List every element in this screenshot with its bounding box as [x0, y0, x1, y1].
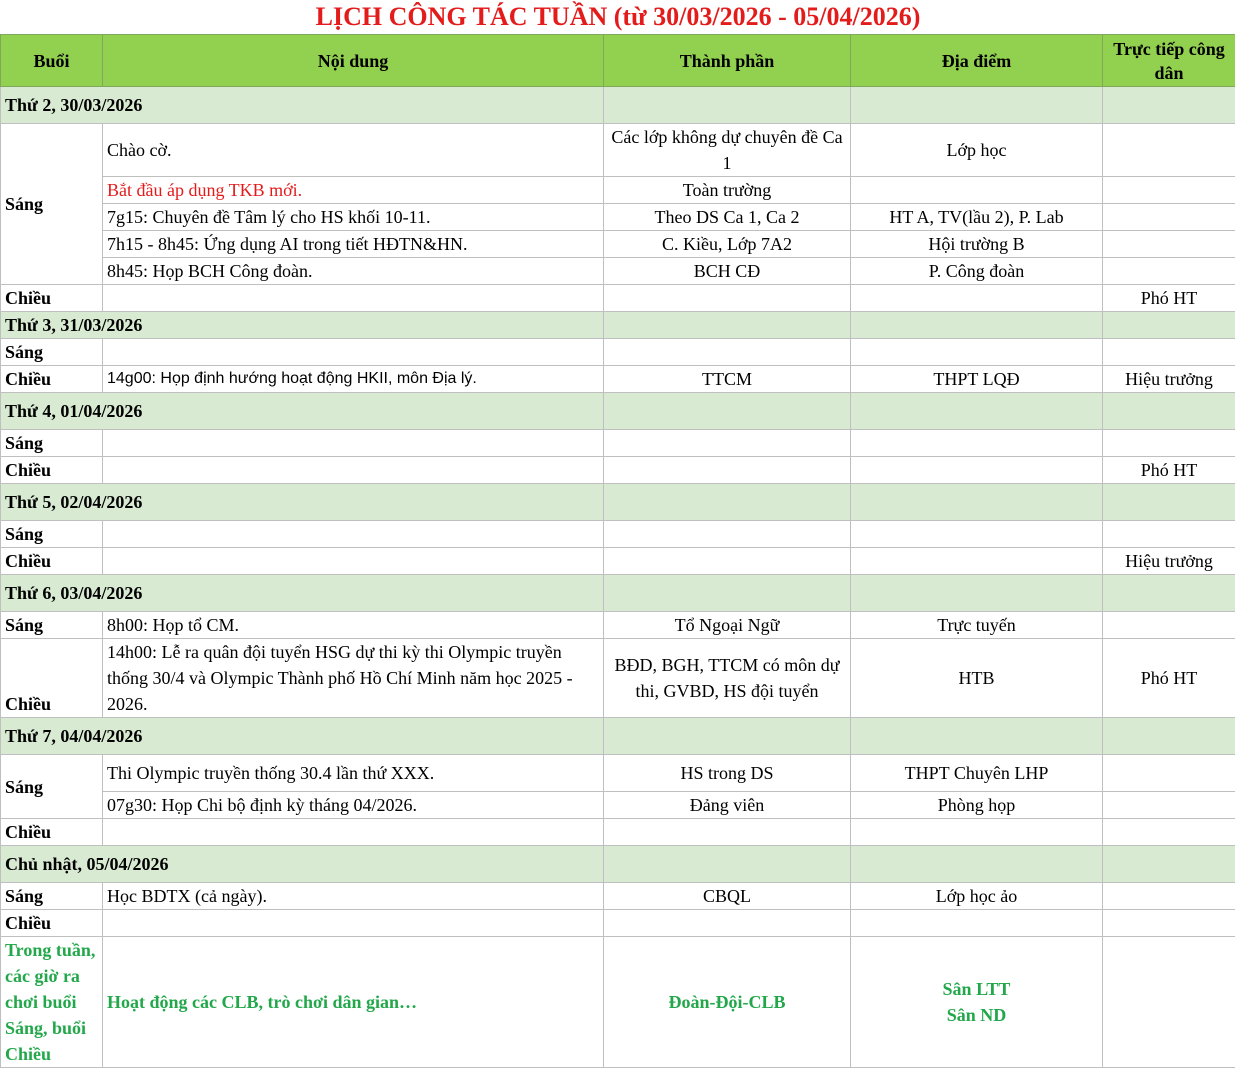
table-row [1, 430, 1235, 457]
table-row [1, 639, 1235, 718]
page-title: LỊCH CÔNG TÁC TUẦN (từ 30/03/2026 - 05/04/2026) [1, 0, 1235, 35]
session-label: Chiều [1, 819, 103, 846]
content-cell: 7g15: Chuyên đề Tâm lý cho HS khối 10-11. [103, 204, 604, 231]
table-row [1, 339, 1235, 366]
location-cell: HTB [851, 639, 1103, 718]
footer-location-1: Sân LTT [855, 976, 1098, 1002]
members-cell: BCH CĐ [604, 258, 851, 285]
table-row [1, 204, 1235, 231]
session-label: Chiều [1, 910, 103, 937]
location-cell: THPT Chuyên LHP [851, 755, 1103, 792]
day-label: Thứ 5, 02/04/2026 [1, 484, 604, 521]
location-cell [851, 177, 1103, 204]
content-cell: 8h00: Họp tổ CM. [103, 612, 604, 639]
content-cell: 7h15 - 8h45: Ứng dụng AI trong tiết HĐTN&HN. [103, 231, 604, 258]
location-cell: Phòng họp [851, 792, 1103, 819]
location-cell: Hội trường B [851, 231, 1103, 258]
duty-cell: Hiệu trưởng [1103, 548, 1235, 575]
duty-cell: Phó HT [1103, 285, 1235, 312]
session-label: Chiều [1, 457, 103, 484]
members-cell: Theo DS Ca 1, Ca 2 [604, 204, 851, 231]
members-cell: CBQL [604, 883, 851, 910]
content-cell: Thi Olympic truyền thống 30.4 lần thứ XXX. [103, 755, 604, 792]
duty-cell [1103, 883, 1235, 910]
header-thanh-phan: Thành phần [604, 35, 851, 87]
table-row [1, 548, 1235, 575]
content-cell: 8h45: Họp BCH Công đoàn. [103, 258, 604, 285]
duty-cell [1103, 231, 1235, 258]
table-row [1, 285, 1235, 312]
members-cell: TTCM [604, 366, 851, 393]
day-label: Thứ 6, 03/04/2026 [1, 575, 604, 612]
day-row [1, 846, 1235, 883]
table-row [1, 366, 1235, 393]
day-row [1, 393, 1235, 430]
duty-cell [1103, 124, 1235, 177]
footer-members: Đoàn-Đội-CLB [604, 937, 851, 1068]
day-row [1, 718, 1235, 755]
duty-cell [1103, 612, 1235, 639]
location-cell: Lớp học ảo [851, 883, 1103, 910]
duty-cell [1103, 792, 1235, 819]
session-label: Sáng [1, 430, 103, 457]
day-row [1, 87, 1235, 124]
header-dia-diem: Địa điểm [851, 35, 1103, 87]
table-row [1, 792, 1235, 819]
table-row [1, 177, 1235, 204]
day-label: Thứ 4, 01/04/2026 [1, 393, 604, 430]
day-label: Chủ nhật, 05/04/2026 [1, 846, 604, 883]
table-row [1, 755, 1235, 792]
table-row [1, 612, 1235, 639]
duty-cell: Phó HT [1103, 639, 1235, 718]
session-label: Sáng [1, 124, 103, 285]
table-row [1, 883, 1235, 910]
header-noi-dung: Nội dung [103, 35, 604, 87]
day-label: Thứ 3, 31/03/2026 [1, 312, 604, 339]
members-cell: Các lớp không dự chuyên đề Ca 1 [604, 124, 851, 177]
day-row [1, 575, 1235, 612]
content-cell: Bắt đầu áp dụng TKB mới. [103, 177, 604, 204]
day-row [1, 312, 1235, 339]
session-label: Sáng [1, 612, 103, 639]
members-cell: Toàn trường [604, 177, 851, 204]
footer-location-2: Sân ND [855, 1002, 1098, 1028]
session-label: Chiều [1, 366, 103, 393]
content-cell: 14h00: Lễ ra quân đội tuyển HSG dự thi kỳ thi Olympic truyền thống 30/4 và Olympic Thành phố Hồ Chí Minh năm học 2025 - 2026. [103, 639, 604, 718]
header-buoi: Buổi [1, 35, 103, 87]
duty-cell: Phó HT [1103, 457, 1235, 484]
duty-cell [1103, 204, 1235, 231]
table-row [1, 258, 1235, 285]
members-cell: Tổ Ngoại Ngữ [604, 612, 851, 639]
members-cell: C. Kiều, Lớp 7A2 [604, 231, 851, 258]
table-row [1, 521, 1235, 548]
header-truc-tiep: Trực tiếp công dân [1103, 35, 1235, 87]
location-cell: Lớp học [851, 124, 1103, 177]
session-label: Chiều [1, 639, 103, 718]
day-label: Thứ 7, 04/04/2026 [1, 718, 604, 755]
location-cell: THPT LQĐ [851, 366, 1103, 393]
session-label: Sáng [1, 755, 103, 819]
session-label: Chiều [1, 548, 103, 575]
content-cell: 14g00: Họp định hướng hoạt động HKII, môn Địa lý. [103, 366, 604, 393]
footer-session: Trong tuần, các giờ ra chơi buổi Sáng, buổi Chiều [1, 937, 103, 1068]
session-label: Chiều [1, 285, 103, 312]
table-row [1, 231, 1235, 258]
duty-cell: Hiệu trưởng [1103, 366, 1235, 393]
day-row [1, 484, 1235, 521]
location-cell: P. Công đoàn [851, 258, 1103, 285]
header-row [1, 35, 1235, 87]
members-cell: BĐD, BGH, TTCM có môn dự thi, GVBD, HS đội tuyển [604, 639, 851, 718]
members-cell: Đảng viên [604, 792, 851, 819]
table-row [1, 819, 1235, 846]
table-row [1, 124, 1235, 177]
location-cell: HT A, TV(lầu 2), P. Lab [851, 204, 1103, 231]
content-cell: Học BDTX (cả ngày). [103, 883, 604, 910]
table-row [1, 457, 1235, 484]
duty-cell [1103, 755, 1235, 792]
table-row [1, 910, 1235, 937]
content-cell: Chào cờ. [103, 124, 604, 177]
location-cell: Trực tuyến [851, 612, 1103, 639]
duty-cell [1103, 177, 1235, 204]
members-cell: HS trong DS [604, 755, 851, 792]
session-label: Sáng [1, 521, 103, 548]
duty-cell [1103, 258, 1235, 285]
footer-content: Hoạt động các CLB, trò chơi dân gian… [103, 937, 604, 1068]
session-label: Sáng [1, 339, 103, 366]
session-label: Sáng [1, 883, 103, 910]
day-label: Thứ 2, 30/03/2026 [1, 87, 604, 124]
content-cell: 07g30: Họp Chi bộ định kỳ tháng 04/2026. [103, 792, 604, 819]
